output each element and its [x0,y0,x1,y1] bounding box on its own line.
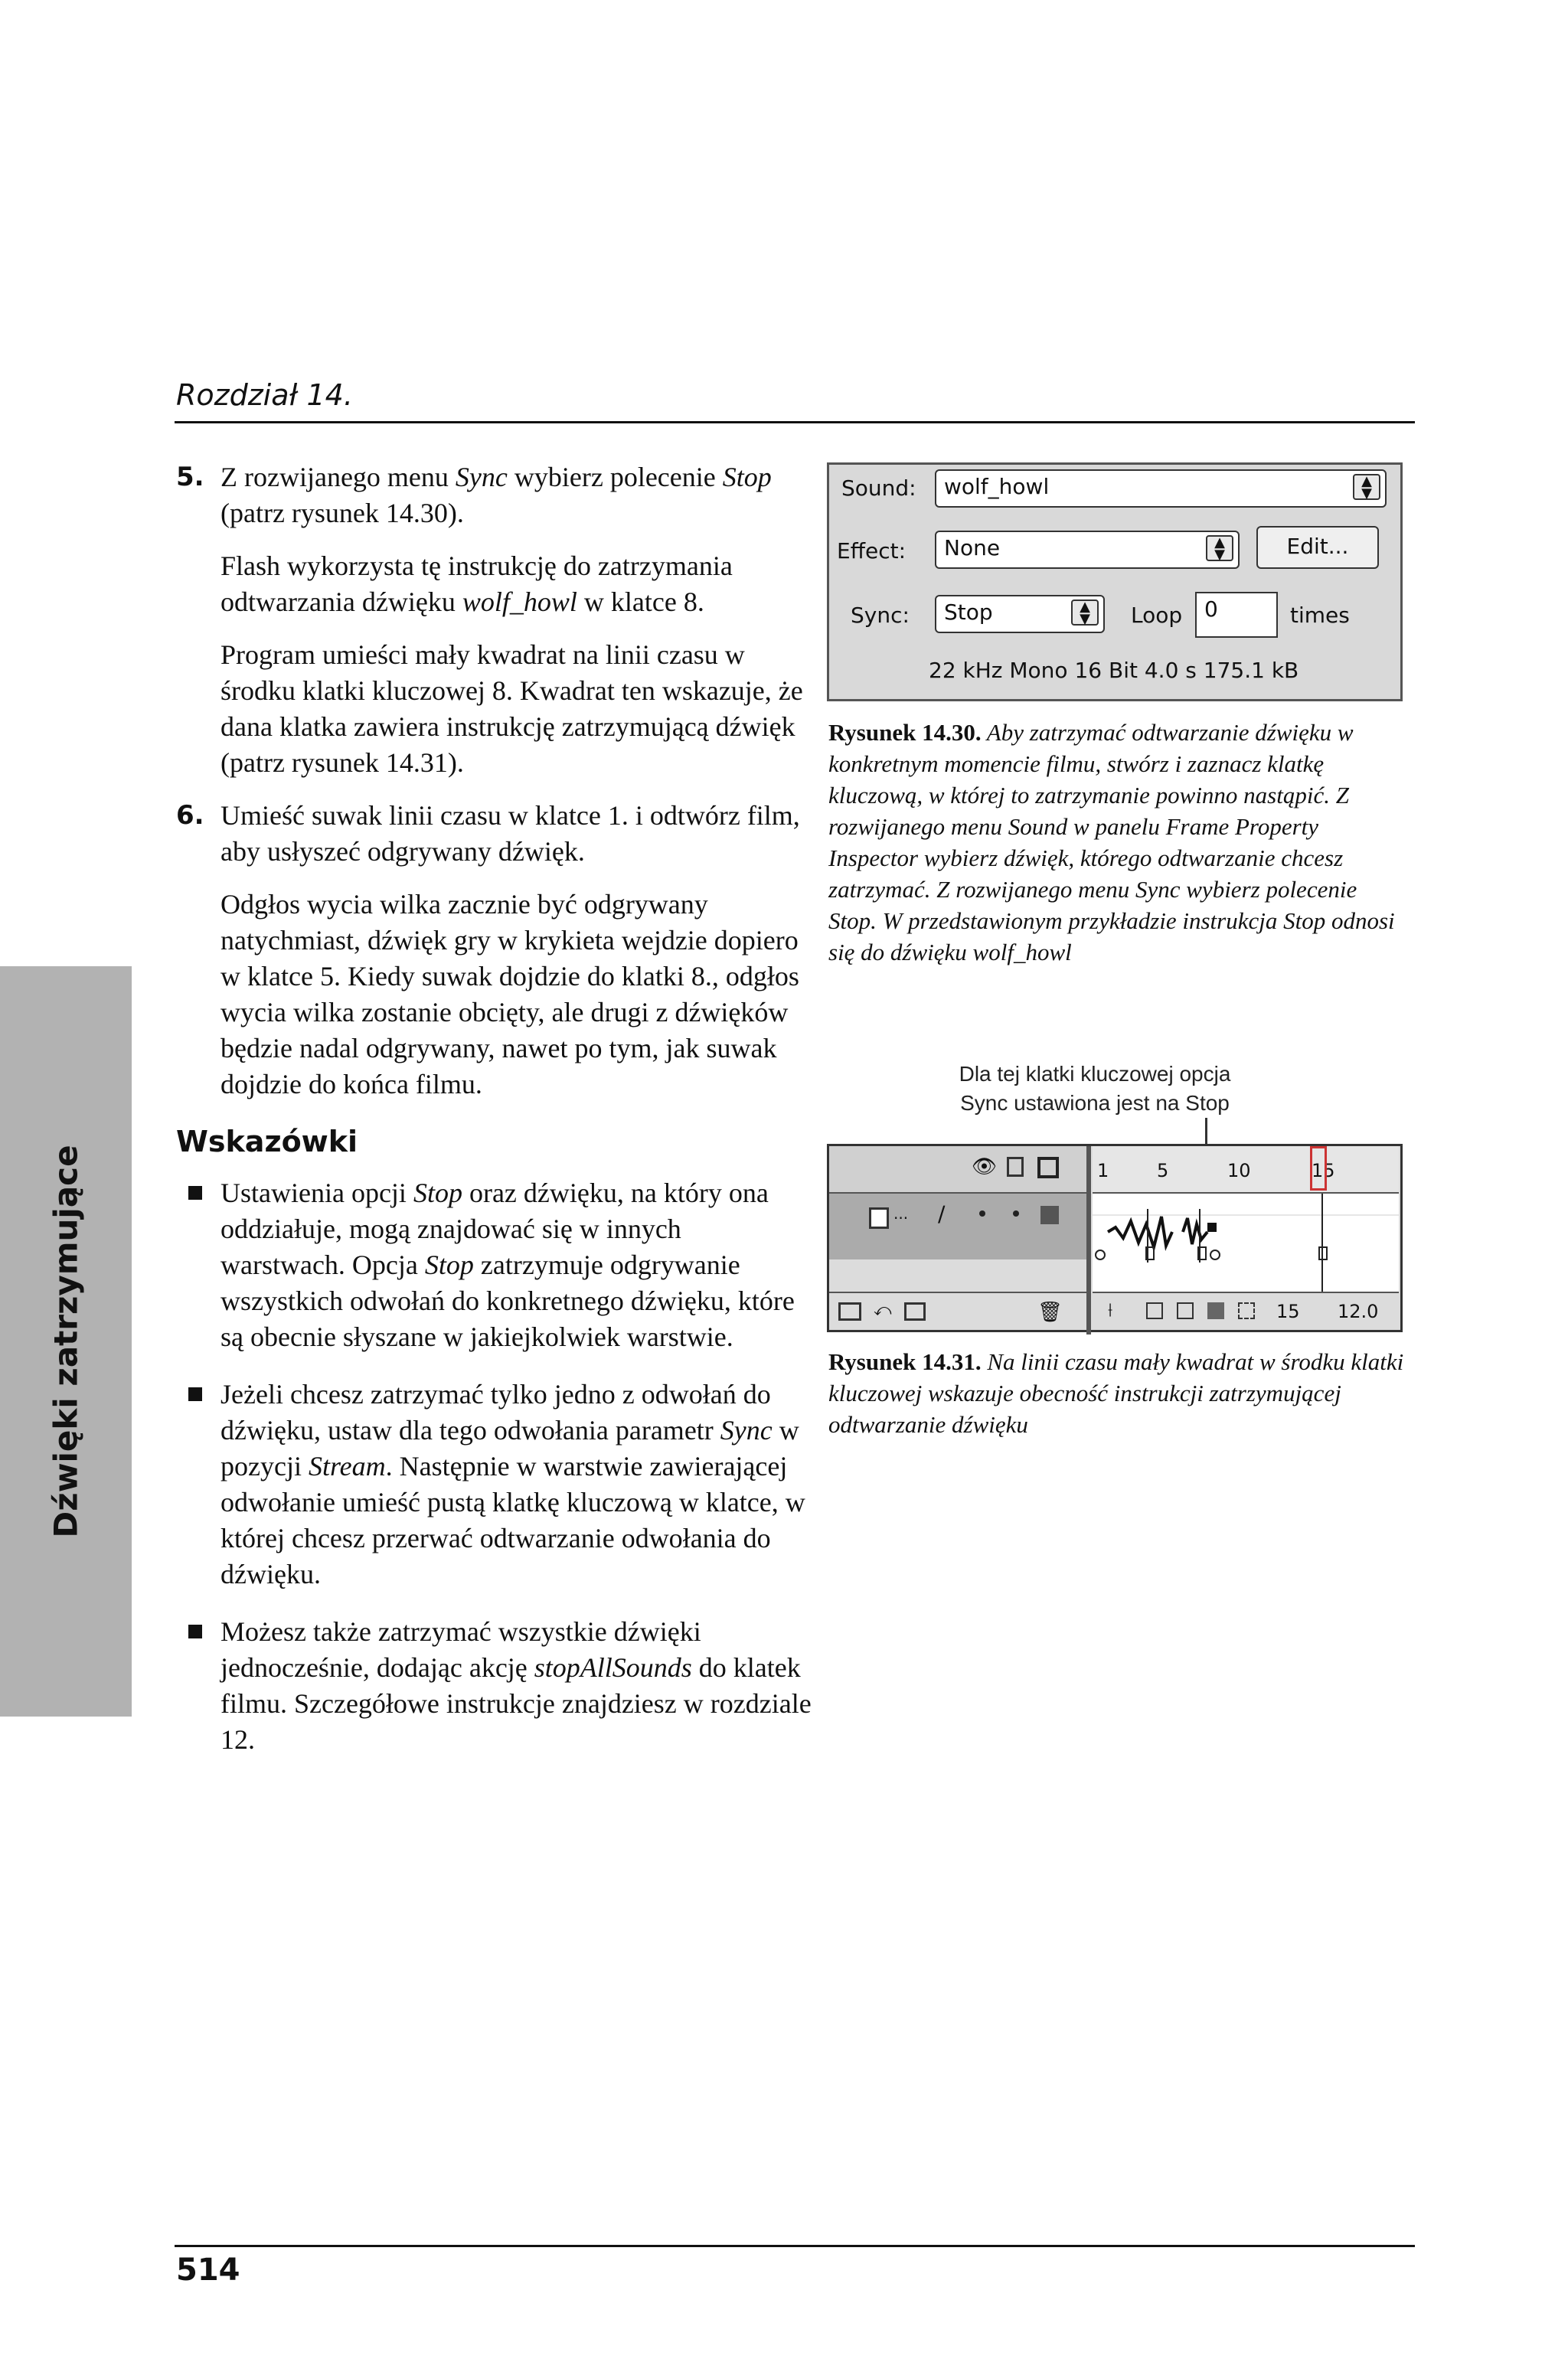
frame-rate: 12.0 [1338,1301,1379,1322]
sound-properties-panel [827,462,1403,701]
select-arrows-icon: ▲ ▼ [1071,599,1099,626]
page-number: 514 [176,2252,240,2288]
sound-label: Sound: [841,475,916,501]
figure-1-caption [828,717,1410,968]
tip-text: Ustawienia opcji [220,1178,413,1208]
center-frame-icon[interactable]: ⟊ [1108,1299,1113,1321]
loop-input[interactable]: 0 [1195,592,1278,638]
loop-label: Loop [1131,603,1183,628]
panel-divider [1086,1146,1091,1335]
layer-row[interactable] [829,1194,1086,1259]
sync-term: Sync [455,462,508,492]
step-5-text-mid: wybierz polecenie [507,462,723,492]
caption-text: Aby zatrzymać odtwarzanie dźwięku w konkretnym momencie filmu, stwórz i zaznacz klatkę kluczową, w której to zatrzymanie powinno nastąpić. Z rozwijanego menu Sound w panelu Frame Property Inspector wybierz dźwięk, którego odtwarzanie chcesz zatrzymać. Z rozwijanego menu Sync wybierz polecenie Stop. W przedstawionym przykładzie instrukcja Stop odnosi się do dźwięku wolf_howl [828,719,1395,965]
layers-header [829,1146,1086,1194]
bullet-square-icon [188,1387,202,1401]
onion-skin-icon[interactable] [1146,1302,1163,1319]
ruler-label: 5 [1157,1160,1169,1181]
keyframe-annotation [873,1060,1317,1118]
edit-multiple-frames-icon[interactable] [1207,1302,1224,1319]
ruler-label: 15 [1312,1160,1335,1181]
caption-label: Rysunek 14.31. [828,1348,982,1375]
tip-text: oraz dźwięku, na który ona oddziałuje, mogą znajdować się w innych warstwach. Opcja [220,1178,769,1280]
timeline-footer [1093,1292,1399,1331]
tip-text: w pozycji [220,1415,799,1482]
times-label: times [1290,603,1350,628]
sync-value: Stop [944,599,993,625]
ruler-label: 10 [1227,1160,1251,1181]
add-guide-icon[interactable]: ⤺ [874,1301,892,1320]
outline-swatch-icon [1040,1206,1059,1224]
step-5 [176,459,812,531]
sound-select[interactable] [935,469,1387,508]
effect-value: None [944,535,1001,560]
lock-icon[interactable] [1007,1157,1024,1177]
header-rule [175,421,1415,423]
sync-label: Sync: [851,603,910,628]
annotation-line-2: Sync ustawiona jest na Stop [960,1091,1230,1115]
footer-rule [175,2245,1415,2247]
select-arrows-icon: ▲ ▼ [1353,474,1380,500]
tip-text: . Następnie w warstwie zawierającej odwołanie umieść pustą klatkę kluczową w klatce, w której chcesz przerwać odtwarzanie odwołania do dźwięku. [220,1451,805,1589]
effect-label: Effect: [837,538,906,564]
edit-button[interactable]: Edit... [1256,526,1379,569]
onion-outlines-icon[interactable] [1177,1302,1194,1319]
timeline-panel [827,1144,1403,1332]
side-tab [0,966,132,1717]
step-6-text: Umieść suwak linii czasu w klatce 1. i odtwórz film, aby usłyszeć odgrywany dźwięk. [220,800,800,867]
sync-select[interactable] [935,595,1105,633]
tip-text: Jeżeli chcesz zatrzymać tylko jedno z odwołań do dźwięku, ustaw dla tego odwołania parametr [220,1379,771,1446]
tip-text: Możesz także zatrzymać wszystkie dźwięki jednocześnie, dodając akcję [220,1616,701,1683]
frame-ruler [1093,1146,1399,1194]
paragraph-1 [220,548,812,620]
trash-icon[interactable]: 🗑 [1037,1301,1063,1324]
layer-toolbar [829,1292,1086,1331]
chapter-header: Rozdział 14. [176,378,353,412]
side-tab-label: Dźwięki zatrzymujące [47,1145,85,1538]
caption-text: Na linii czasu mały kwadrat w środku klatki kluczowej wskazuje obecność instrukcji zatrzymującej odtwarzanie dźwięku [828,1348,1404,1438]
sound-value: wolf_howl [944,474,1050,499]
tips-heading: Wskazówki [176,1125,358,1158]
add-layer-icon[interactable] [838,1302,861,1321]
pencil-icon: ∕ [938,1201,946,1227]
lock-dot-icon [1013,1210,1019,1217]
tip-2 [220,1377,812,1593]
bullet-square-icon [188,1625,202,1638]
paragraph-2: Program umieści mały kwadrat na linii czasu w środku klatki kluczowej 8. Kwadrat ten wskazuje, że dana klatka zawiera instrukcję zatrzymującą dźwięk (patrz rysunek 14.31). [220,639,803,778]
tip-3 [220,1614,812,1758]
paragraph-1-end: w klatce 8. [577,586,704,617]
step-number: 6. [176,800,204,831]
figure-2-caption [828,1346,1410,1440]
step-6 [176,798,812,870]
step-number: 5. [176,462,204,492]
tip-term: Sync [720,1415,773,1446]
ruler-label: 1 [1097,1160,1109,1181]
bullet-square-icon [188,1186,202,1200]
effect-select[interactable] [935,531,1240,569]
select-arrows-icon: ▲ ▼ [1206,535,1233,561]
paragraph-1-text: Flash wykorzysta tę instrukcję do zatrzymania odtwarzania dźwięku [220,550,733,617]
main-column [176,459,812,1779]
tip-1 [220,1175,812,1355]
visibility-dot-icon [979,1210,985,1217]
paragraph-3: Odgłos wycia wilka zacznie być odgrywany natychmiast, dźwięk gry w krykieta wejdzie dopiero w klatce 5. Kiedy suwak dojdzie do klatki 8., odgłos wycia wilka zostanie obcięty, ale drugi z dźwięków będzie nadal odgrywany, nawet po tym, jak suwak dojdzie do końca filmu. [220,889,799,1099]
tip-term: Stream [308,1451,386,1482]
tip-term: Stop [413,1178,462,1208]
sound-info: 22 kHz Mono 16 Bit 4.0 s 175.1 kB [929,658,1299,683]
caption-label: Rysunek 14.30. [828,719,982,746]
sound-frames[interactable] [1093,1194,1399,1292]
eye-icon[interactable]: 👁 [972,1155,998,1178]
insert-folder-icon[interactable] [904,1302,926,1321]
current-frame: 15 [1276,1301,1300,1322]
wolf-howl-term: wolf_howl [462,586,577,617]
tip-text: do klatek filmu. Szczegółowe instrukcje znajdziesz w rozdziale 12. [220,1652,812,1755]
layer-name-ellipsis-icon: ... [893,1204,909,1223]
tip-term: stopAllSounds [534,1652,692,1683]
tip-term: Stop [424,1250,474,1280]
playhead-marker[interactable] [1310,1146,1327,1191]
outline-icon[interactable] [1037,1157,1059,1178]
step-5-text-end: (patrz rysunek 14.30). [220,498,464,528]
tip-text: zatrzymuje odgrywanie wszystkich odwołań do konkretnego dźwięku, które są obecnie słyszane w jakiejkolwiek warstwie. [220,1250,795,1352]
layer-type-icon [869,1207,889,1229]
stop-term: Stop [722,462,772,492]
modify-markers-icon[interactable] [1238,1302,1255,1319]
step-5-text: Z rozwijanego menu [220,462,456,492]
annotation-line-1: Dla tej klatki kluczowej opcja [959,1062,1231,1086]
sound-waveform [1093,1194,1399,1292]
